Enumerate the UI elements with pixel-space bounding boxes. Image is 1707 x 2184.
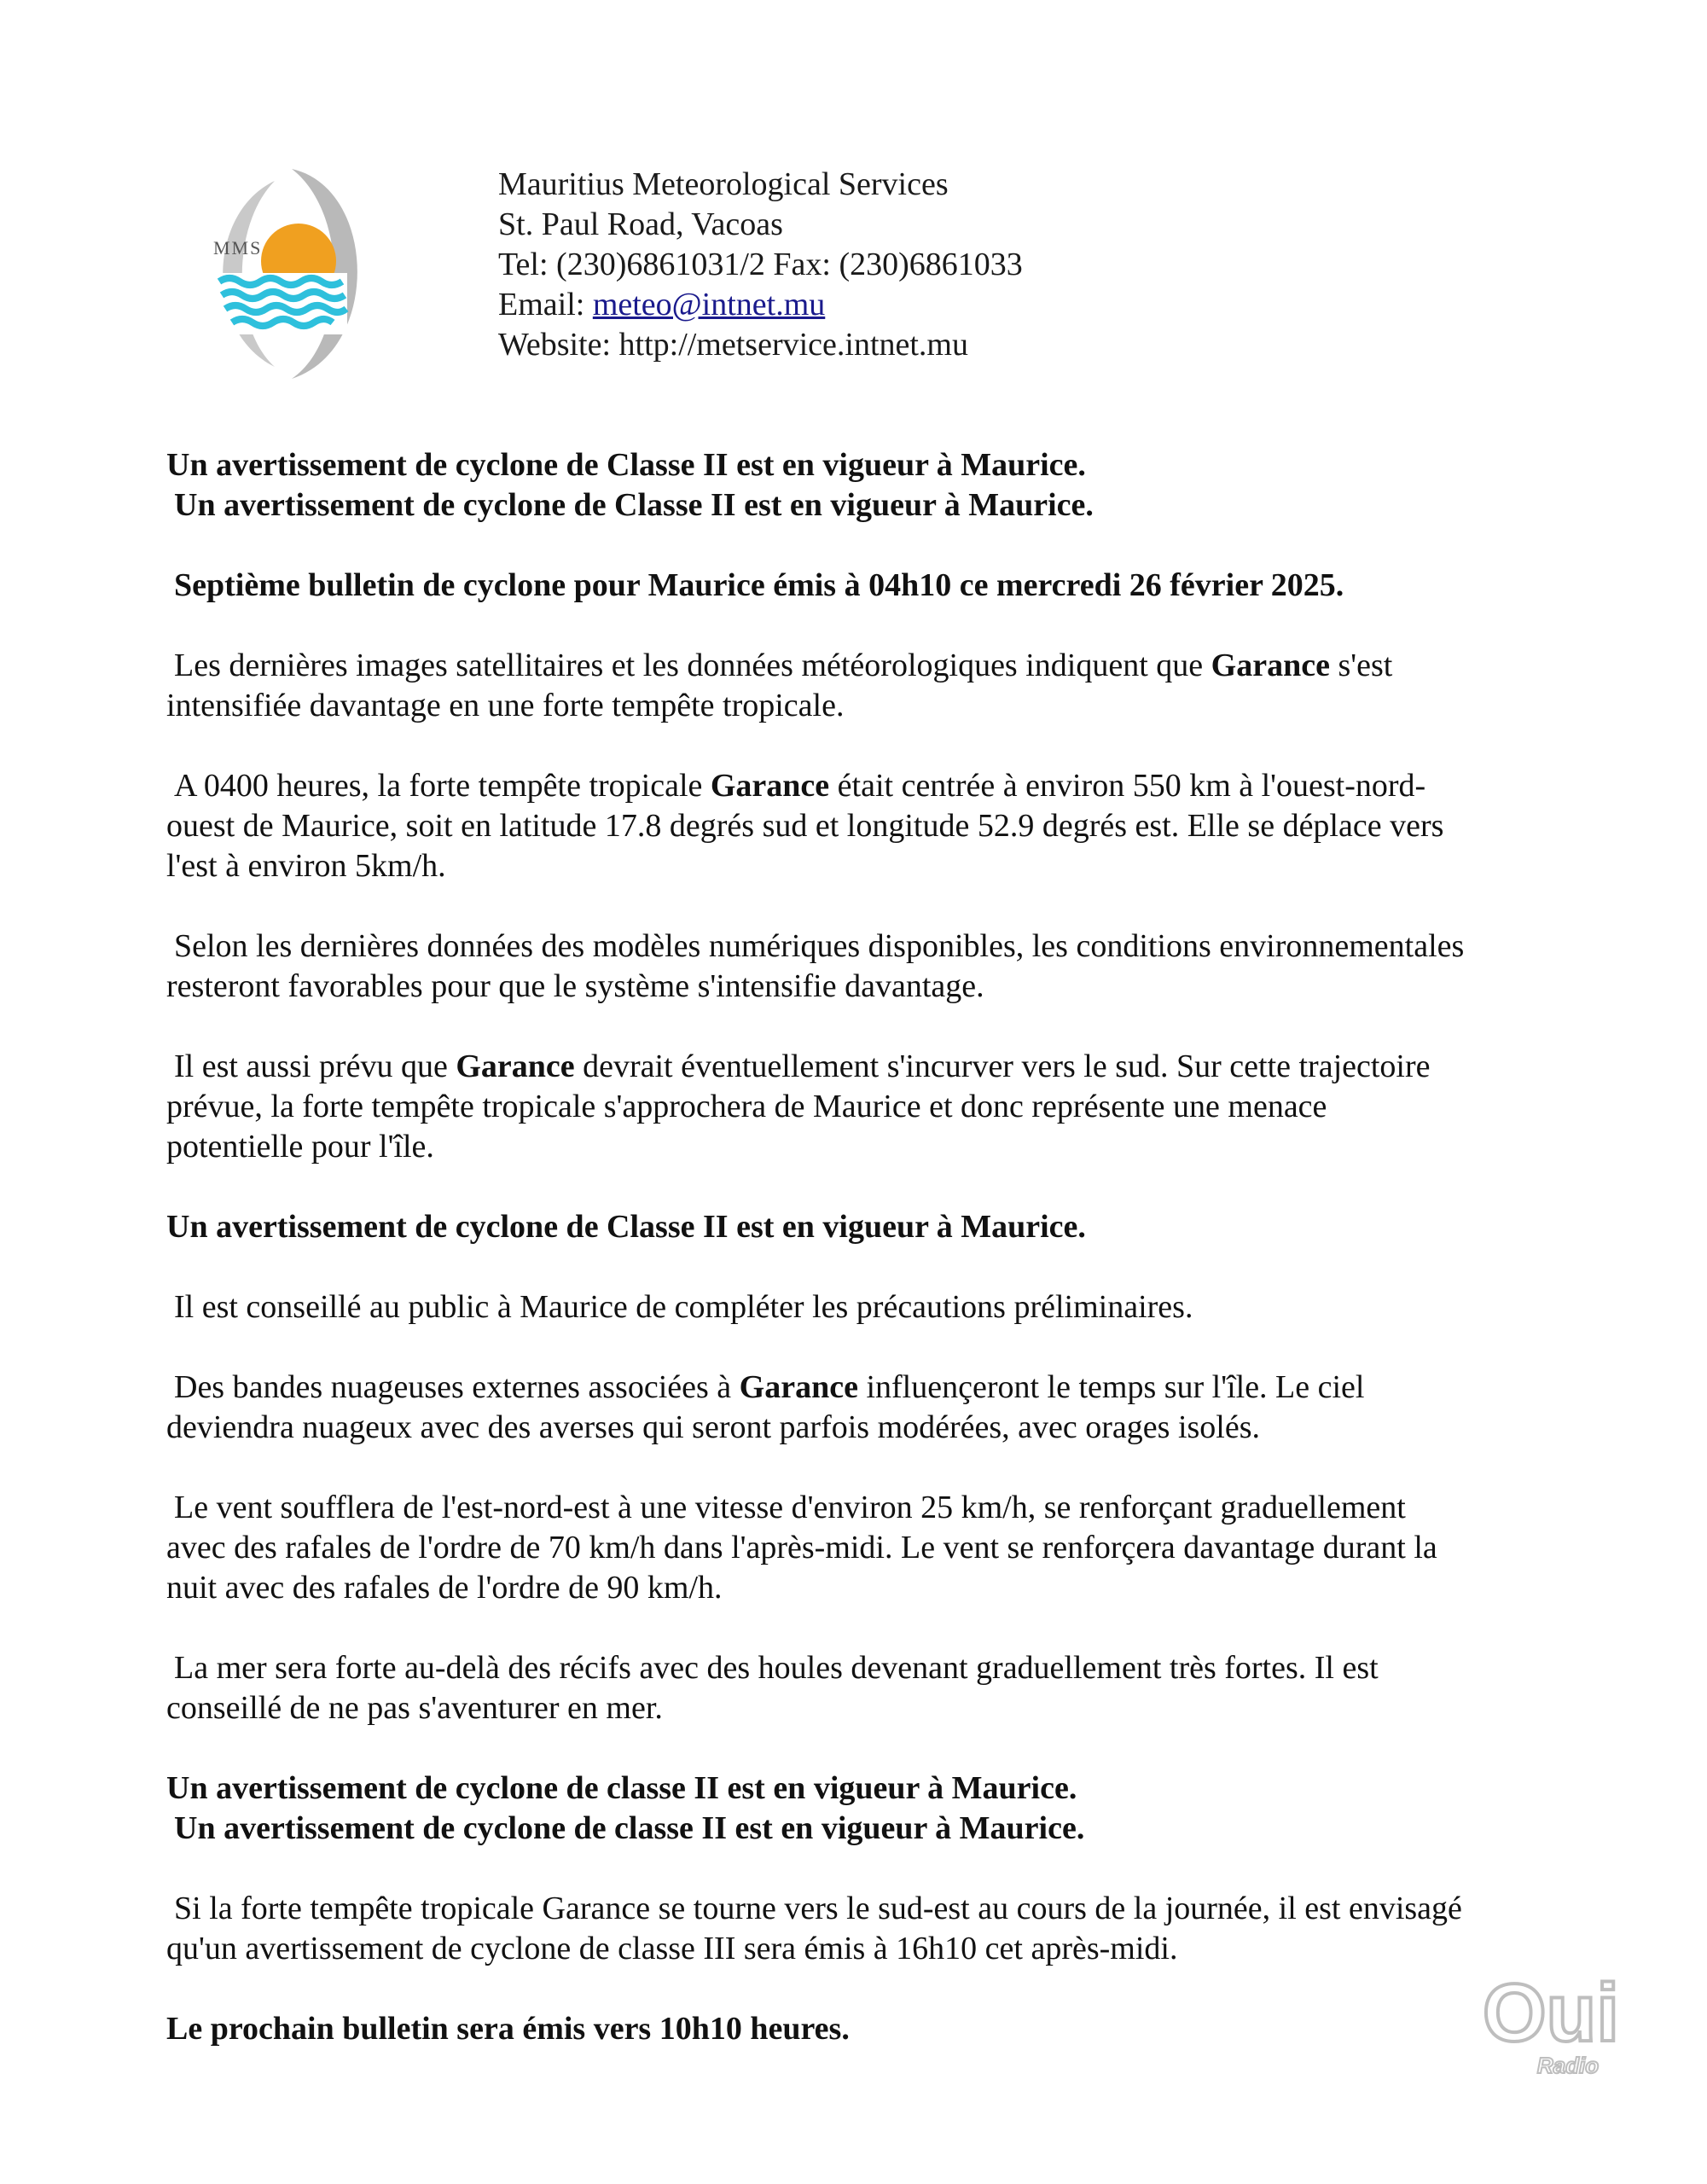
paragraph-line: prévue, la forte tempête tropicale s'approchera de Maurice et donc représente une menace <box>166 1089 1327 1124</box>
text-run: devrait éventuellement s'incurver vers le sud. Sur cette trajectoire <box>574 1048 1431 1084</box>
paragraph-position <box>166 766 1574 886</box>
storm-name: Garance <box>456 1048 575 1084</box>
paragraph-line: nuit avec des rafales de l'ordre de 90 km/h. <box>166 1570 723 1606</box>
bulletin-title-text: Septième bulletin de cyclone pour Maurice émis à 04h10 ce mercredi 26 février 2025. <box>174 567 1344 603</box>
org-name: Mauritius Meteorological Services <box>498 166 949 202</box>
paragraph-line: Si la forte tempête tropicale Garance se tourne vers le sud-est au cours de la journée, il est envisagé <box>174 1891 1462 1926</box>
watermark-brand: Oui <box>1483 1967 1619 2059</box>
org-phone-fax: Tel: (230)6861031/2 Fax: (230)6861033 <box>498 247 1023 282</box>
next-bulletin-text: Le prochain bulletin sera émis vers 10h10 heures. <box>166 2011 850 2047</box>
paragraph-line: Il est conseillé au public à Maurice de compléter les précautions préliminaires. <box>174 1289 1193 1325</box>
paragraph-line: intensifiée davantage en une forte tempête tropicale. <box>166 688 845 723</box>
contact-block <box>498 165 1023 365</box>
warning-line: Un avertissement de cyclone de classe II est en vigueur à Maurice. <box>166 1770 1077 1806</box>
warning-block-3 <box>166 1769 1574 1849</box>
paragraph-line: La mer sera forte au-delà des récifs avec des houles devenant graduellement très fortes. Il est <box>174 1650 1379 1686</box>
paragraph-line: Selon les dernières données des modèles numériques disponibles, les conditions environnementales <box>174 928 1465 964</box>
org-address: St. Paul Road, Vacoas <box>498 206 783 242</box>
warning-line: Un avertissement de cyclone de Classe II est en vigueur à Maurice. <box>166 1209 1086 1245</box>
org-email-line <box>498 285 1023 325</box>
text-run: Des bandes nuageuses externes associées à <box>174 1369 740 1405</box>
paragraph-line: ouest de Maurice, soit en latitude 17.8 degrés sud et longitude 52.9 degrés est. Elle se déplace vers <box>166 808 1444 844</box>
paragraph-line: avec des rafales de l'ordre de 70 km/h dans l'après-midi. Le vent se renforçera davantage durant la <box>166 1530 1437 1565</box>
paragraph-line: Le vent soufflera de l'est-nord-est à une vitesse d'environ 25 km/h, se renforçant graduellement <box>174 1490 1406 1525</box>
paragraph-wind <box>166 1488 1574 1608</box>
paragraph-precautions <box>166 1287 1574 1327</box>
text-run: s'est <box>1329 648 1393 683</box>
email-link[interactable]: meteo@intnet.mu <box>592 287 826 322</box>
bulletin-title <box>166 566 1574 606</box>
paragraph-intensification <box>166 646 1574 726</box>
warning-block-2 <box>166 1207 1574 1247</box>
mms-logo <box>198 162 377 386</box>
paragraph-line: potentielle pour l'île. <box>166 1129 434 1165</box>
logo-text: MMS <box>213 237 263 258</box>
paragraph-line: l'est à environ 5km/h. <box>166 848 446 884</box>
warning-line: Un avertissement de cyclone de Classe II est en vigueur à Maurice. <box>174 487 1094 523</box>
text-run: Les dernières images satellitaires et les données météorologiques indiquent que <box>174 648 1211 683</box>
paragraph-line: deviendra nuageux avec des averses qui seront parfois modérées, avec orages isolés. <box>166 1409 1260 1445</box>
paragraph-sea <box>166 1648 1574 1728</box>
oui-radio-watermark-logo <box>1466 1962 1645 2090</box>
paragraph-line <box>166 646 1574 686</box>
paragraph-models <box>166 926 1574 1007</box>
paragraph-line <box>166 766 1574 806</box>
text-run: était centrée à environ 550 km à l'ouest-nord- <box>829 768 1426 804</box>
warning-line: Un avertissement de cyclone de classe II est en vigueur à Maurice. <box>174 1810 1085 1846</box>
warning-line: Un avertissement de cyclone de Classe II est en vigueur à Maurice. <box>166 447 1086 483</box>
storm-name: Garance <box>1211 648 1330 683</box>
paragraph-line <box>166 1368 1574 1408</box>
bulletin-body <box>166 445 1574 2089</box>
storm-name: Garance <box>739 1369 858 1405</box>
storm-name: Garance <box>710 768 830 804</box>
text-run: Il est aussi prévu que <box>174 1048 456 1084</box>
paragraph-line: qu'un avertissement de cyclone de classe III sera émis à 16h10 cet après-midi. <box>166 1931 1178 1966</box>
email-label: Email: <box>498 287 593 322</box>
paragraph-trajectory <box>166 1047 1574 1167</box>
paragraph-clouds <box>166 1368 1574 1448</box>
warning-block-1 <box>166 445 1574 526</box>
paragraph-line: resteront favorables pour que le système s'intensifie davantage. <box>166 968 984 1004</box>
text-run: influençeront le temps sur l'île. Le ciel <box>857 1369 1365 1405</box>
next-bulletin <box>166 2009 1574 2049</box>
watermark-sub: Radio <box>1536 2053 1600 2078</box>
paragraph-line <box>166 1047 1574 1087</box>
paragraph-class-iii <box>166 1889 1574 1969</box>
text-run: A 0400 heures, la forte tempête tropicale <box>174 768 711 804</box>
paragraph-line: conseillé de ne pas s'aventurer en mer. <box>166 1690 663 1726</box>
org-website: Website: http://metservice.intnet.mu <box>498 327 968 363</box>
